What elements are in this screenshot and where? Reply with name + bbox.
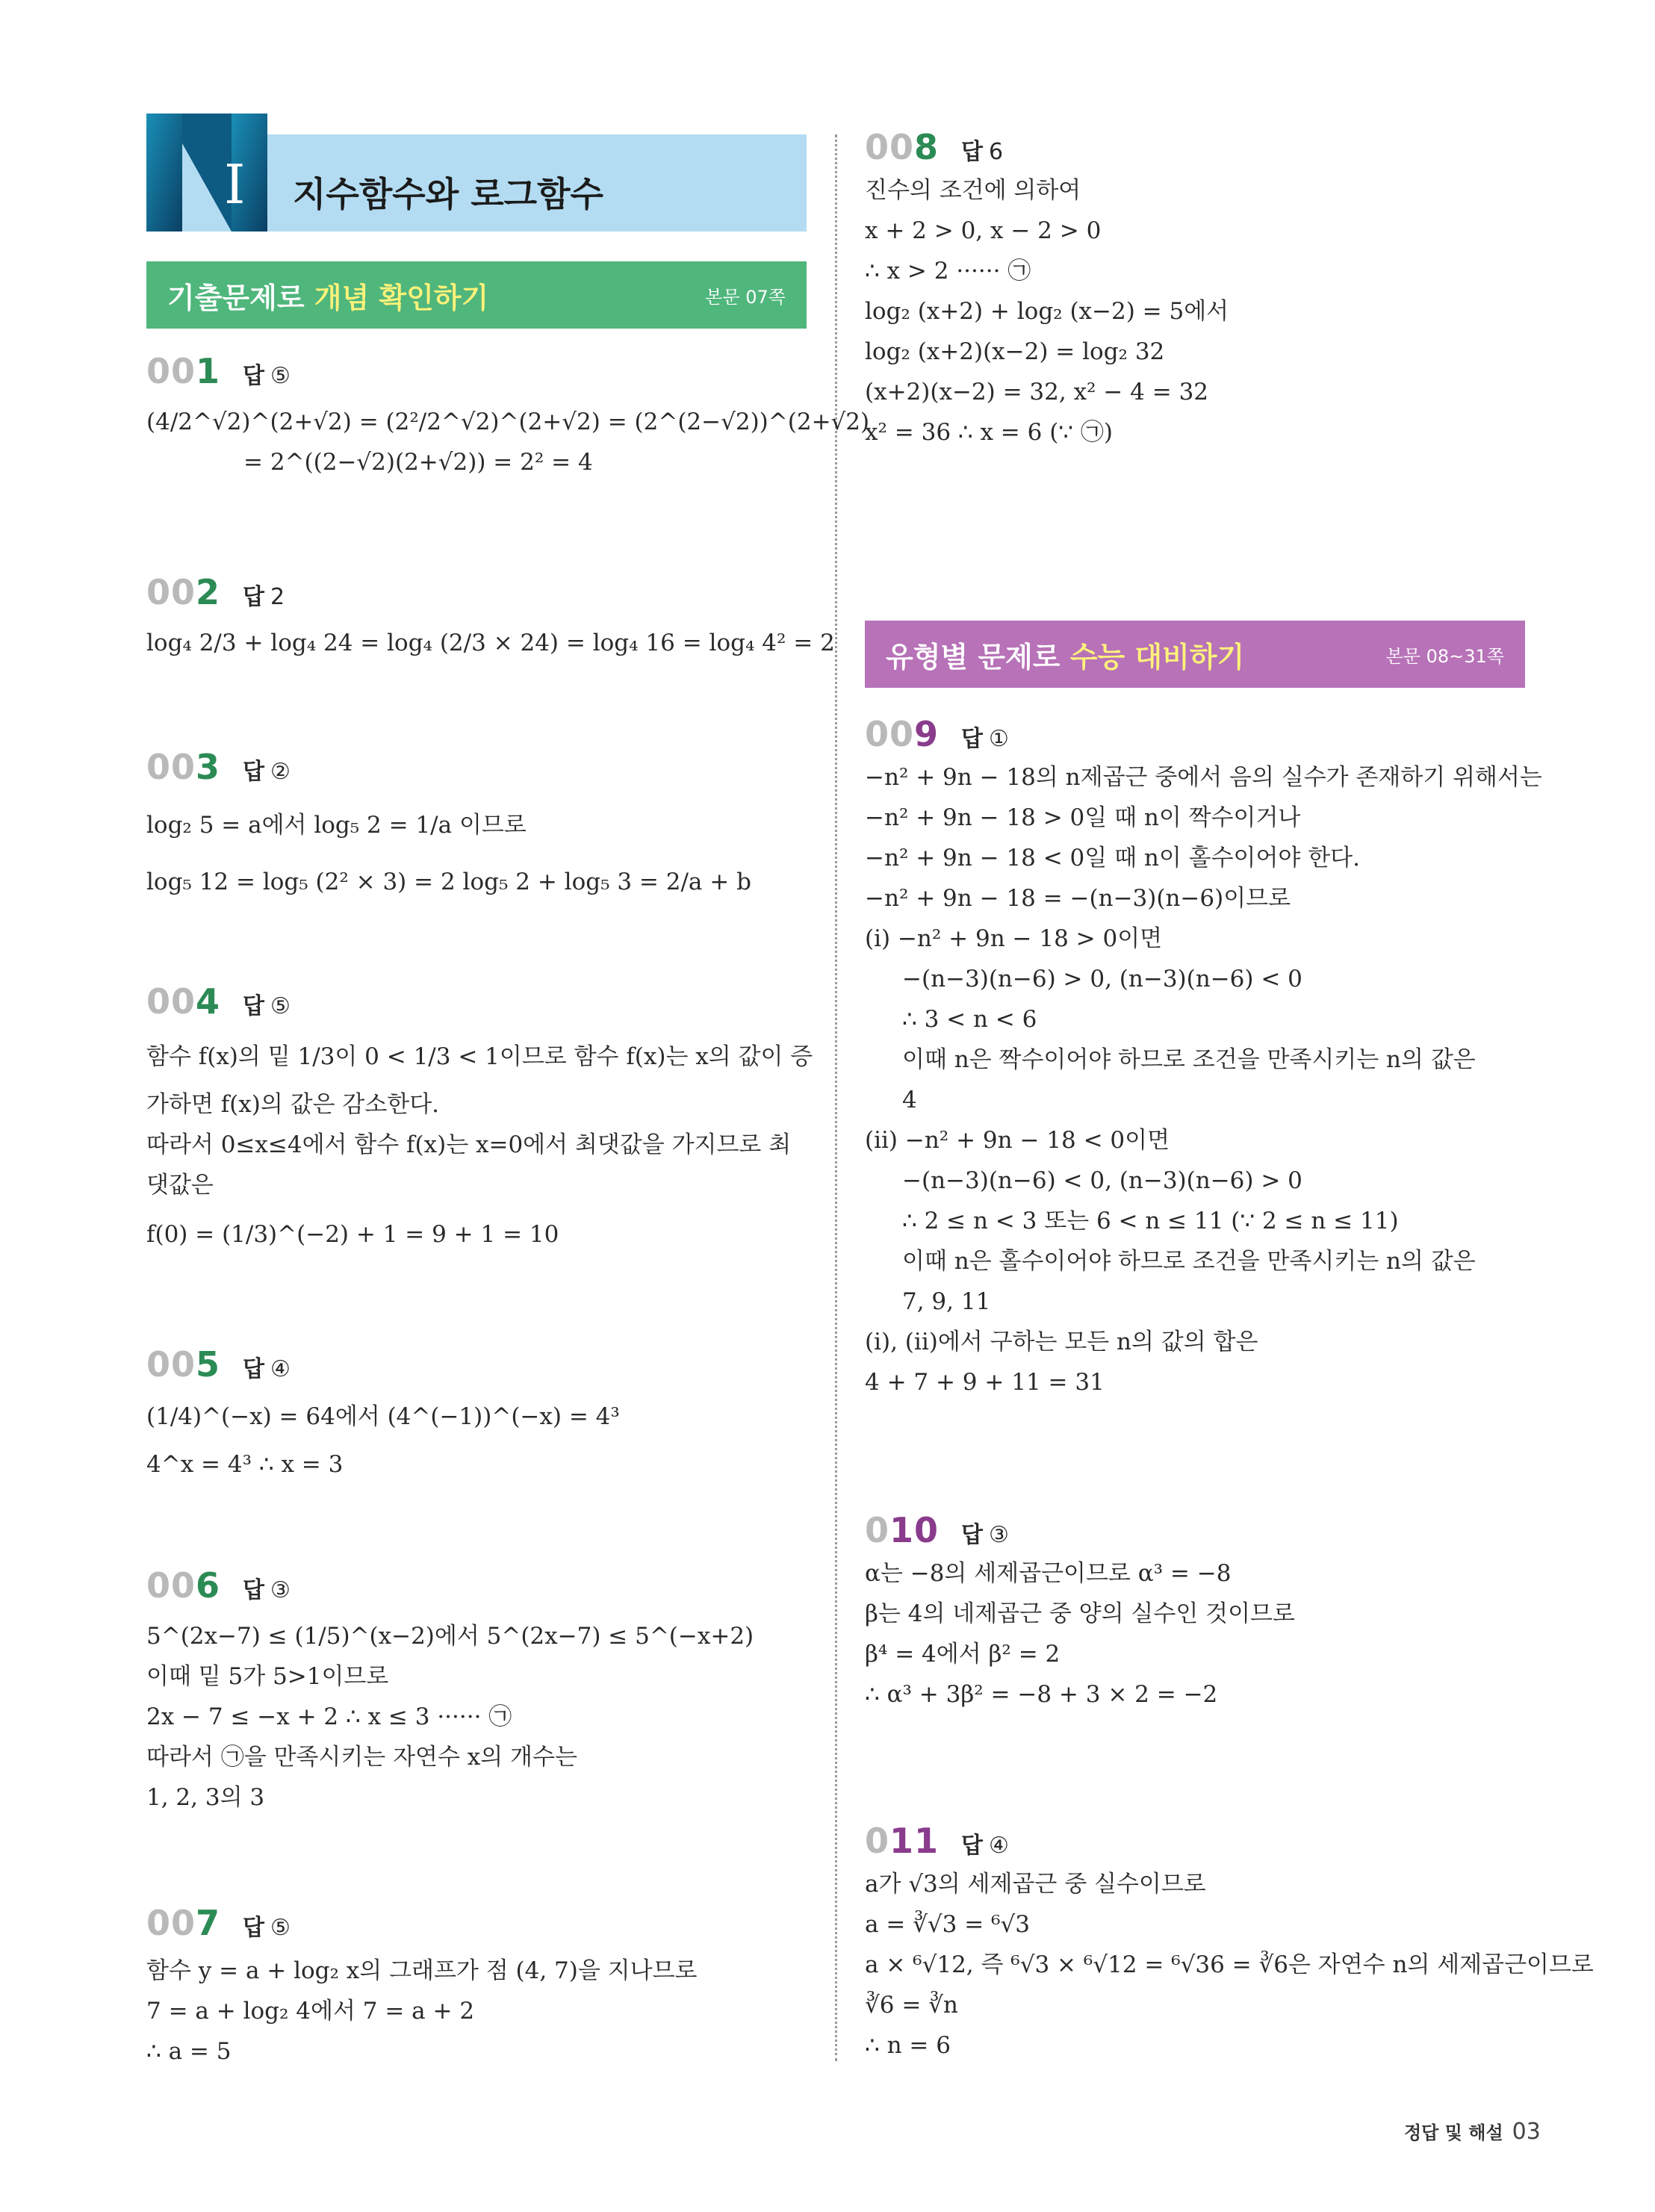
answer: 답 ⑤ (243, 993, 291, 1019)
answer: 답 ① (961, 726, 1009, 752)
answer: 답 ③ (961, 1522, 1009, 1548)
section-title: 기출문제로 개념 확인하기 (167, 281, 489, 314)
solution-line: ∴ a = 5 (146, 2038, 232, 2065)
solution-line: log₅ 12 = log₅ (2² × 3) = 2 log₅ 2 + log₅ 3 = 2/a + b (146, 869, 751, 895)
solution-line: = 2^((2−√2)(2+√2)) = 2² = 4 (243, 449, 593, 476)
solution-line: −n² + 9n − 18 > 0일 때 n이 짝수이거나 (865, 804, 1301, 831)
solution-line: ∴ x > 2 ······ ㉠ (865, 258, 1031, 285)
solution-line: −(n−3)(n−6) > 0, (n−3)(n−6) < 0 (902, 966, 1302, 992)
section-page-ref: 본문 08~31쪽 (1385, 645, 1504, 667)
solution-line: 1, 2, 3의 3 (146, 1784, 265, 1811)
problem-002 (146, 572, 835, 663)
section-page-ref: 본문 07쪽 (705, 286, 786, 308)
solution-line: ∴ α³ + 3β² = −8 + 3 × 2 = −2 (865, 1681, 1218, 1708)
solution-line: 5^(2x−7) ≤ (1/5)^(x−2)에서 5^(2x−7) ≤ 5^(−x+2) (146, 1623, 754, 1650)
solution-line: 함수 y = a + log₂ x의 그래프가 점 (4, 7)을 지나므로 (146, 1957, 698, 1984)
solution-line: log₂ (x+2) + log₂ (x−2) = 5에서 (865, 298, 1229, 325)
answer: 답 ④ (961, 1833, 1009, 1859)
solution-line: (x+2)(x−2) = 32, x² − 4 = 32 (865, 379, 1209, 406)
answer: 답 ③ (243, 1577, 291, 1603)
problem-004 (146, 981, 813, 1255)
solution-line: 진수의 조건에 의하여 (865, 177, 1081, 204)
problem-009 (865, 714, 1542, 1402)
solution-line: 따라서 ㉠을 만족시키는 자연수 x의 개수는 (146, 1744, 577, 1771)
solution-line: log₄ 2/3 + log₄ 24 = log₄ (2/3 × 24) = log₄ 16 = log₄ 4² = 2 (146, 630, 835, 656)
solution-line: 댓값은 (146, 1172, 214, 1199)
solution-line: 가하면 f(x)의 값은 감소한다. (146, 1091, 440, 1118)
solution-line: 이때 밑 5가 5>1이므로 (146, 1663, 389, 1690)
chapter-n-logo-icon (136, 114, 278, 232)
problem-number: 001 (146, 351, 221, 391)
problem-006 (146, 1565, 754, 1818)
section-bar-concept (146, 261, 807, 329)
answer: 답 2 (243, 584, 285, 610)
problem-number: 007 (146, 1903, 221, 1943)
answer: 답 ④ (243, 1356, 291, 1382)
solution-line: −n² + 9n − 18 = −(n−3)(n−6)이므로 (865, 885, 1291, 912)
problem-001 (146, 351, 869, 482)
solution-line: 4 + 7 + 9 + 11 = 31 (865, 1369, 1105, 1396)
solution-line: x² = 36 ∴ x = 6 (∵ ㉠) (865, 419, 1113, 446)
solution-line: 4^x = 4³ ∴ x = 3 (146, 1451, 344, 1478)
problem-number: 011 (865, 1821, 940, 1861)
solution-line: log₂ (x+2)(x−2) = log₂ 32 (865, 338, 1165, 365)
solution-line: 이때 n은 홀수이어야 하므로 조건을 만족시키는 n의 값은 (902, 1248, 1476, 1275)
answer: 답 6 (961, 139, 1004, 165)
solution-line: β는 4의 네제곱근 중 양의 실수인 것이므로 (865, 1600, 1295, 1627)
section-bar-type (865, 621, 1525, 688)
page-footer (1404, 2118, 1541, 2145)
solution-line: α는 −8의 세제곱근이므로 α³ = −8 (865, 1560, 1232, 1587)
solution-line: −(n−3)(n−6) < 0, (n−3)(n−6) > 0 (902, 1167, 1302, 1194)
solution-line: ∴ 3 < n < 6 (902, 1006, 1037, 1033)
solution-line: f(0) = (1/3)^(−2) + 1 = 9 + 1 = 10 (146, 1221, 559, 1248)
page-number: 03 (1512, 2119, 1541, 2145)
chapter-title: 지수함수와 로그함수 (293, 174, 603, 214)
solution-line: −n² + 9n − 18 < 0일 때 n이 홀수이어야 한다. (865, 845, 1360, 872)
solution-line: 7 = a + log₂ 4에서 7 = a + 2 (146, 1998, 475, 2025)
problem-number: 006 (146, 1565, 221, 1606)
solution-line: log₂ 5 = a에서 log₅ 2 = 1/a 이므로 (146, 812, 527, 839)
problem-number: 004 (146, 981, 221, 1022)
solution-line: 따라서 0≤x≤4에서 함수 f(x)는 x=0에서 최댓값을 가지므로 최 (146, 1131, 792, 1158)
problem-number: 008 (865, 127, 940, 167)
chapter-roman-numeral: I (224, 153, 246, 216)
solution-line: a가 √3의 세제곱근 중 실수이므로 (865, 1871, 1206, 1898)
solution-line: (ii) −n² + 9n − 18 < 0이면 (865, 1127, 1170, 1154)
solution-line: ∴ n = 6 (865, 2032, 951, 2059)
solution-line: β⁴ = 4에서 β² = 2 (865, 1641, 1061, 1668)
problem-008 (865, 127, 1229, 453)
answer: 답 ② (243, 759, 291, 785)
problem-003 (146, 747, 751, 902)
problem-007 (146, 1903, 697, 2072)
problem-005 (146, 1344, 620, 1485)
problem-number: 009 (865, 714, 940, 754)
answer: 답 ⑤ (243, 363, 291, 389)
problem-011 (865, 1821, 1594, 2066)
solution-line: a × ⁶√12, 즉 ⁶√3 × ⁶√12 = ⁶√36 = ∛6은 자연수 n의 세제곱근이므로 (865, 1951, 1594, 1978)
solution-line: (i), (ii)에서 구하는 모든 n의 값의 합은 (865, 1329, 1258, 1355)
solution-line: 7, 9, 11 (902, 1288, 991, 1315)
solution-line: 함수 f(x)의 밑 1/3이 0 < 1/3 < 1이므로 함수 f(x)는 x의 값이 증 (146, 1043, 813, 1070)
solution-line: −n² + 9n − 18의 n제곱근 중에서 음의 실수가 존재하기 위해서는 (865, 764, 1542, 791)
problem-010 (865, 1510, 1295, 1715)
section-title: 유형별 문제로 수능 대비하기 (886, 640, 1245, 674)
solution-line: 4 (902, 1087, 917, 1113)
problem-number: 010 (865, 1510, 940, 1550)
problem-number: 002 (146, 572, 221, 612)
solution-line: a = ∛√3 = ⁶√3 (865, 1911, 1030, 1938)
solution-line: ∛6 = ∛n (865, 1992, 958, 2019)
answer: 답 ⑤ (243, 1915, 291, 1941)
solution-line: (1/4)^(−x) = 64에서 (4^(−1))^(−x) = 4³ (146, 1403, 620, 1430)
footer-label: 정답 및 해설 (1404, 2122, 1503, 2143)
solution-line: 이때 n은 짝수이어야 하므로 조건을 만족시키는 n의 값은 (902, 1046, 1476, 1073)
problem-number: 005 (146, 1344, 221, 1385)
solution-line: (4/2^√2)^(2+√2) = (2²/2^√2)^(2+√2) = (2^(2−√2))^(2+√2) (146, 408, 870, 435)
solution-line: 2x − 7 ≤ −x + 2 ∴ x ≤ 3 ······ ㉠ (146, 1703, 512, 1730)
solution-line: ∴ 2 ≤ n < 3 또는 6 < n ≤ 11 (∵ 2 ≤ n ≤ 11) (902, 1208, 1399, 1234)
solution-line: (i) −n² + 9n − 18 > 0이면 (865, 925, 1163, 952)
solution-line: x + 2 > 0, x − 2 > 0 (865, 217, 1102, 244)
problem-number: 003 (146, 747, 221, 787)
